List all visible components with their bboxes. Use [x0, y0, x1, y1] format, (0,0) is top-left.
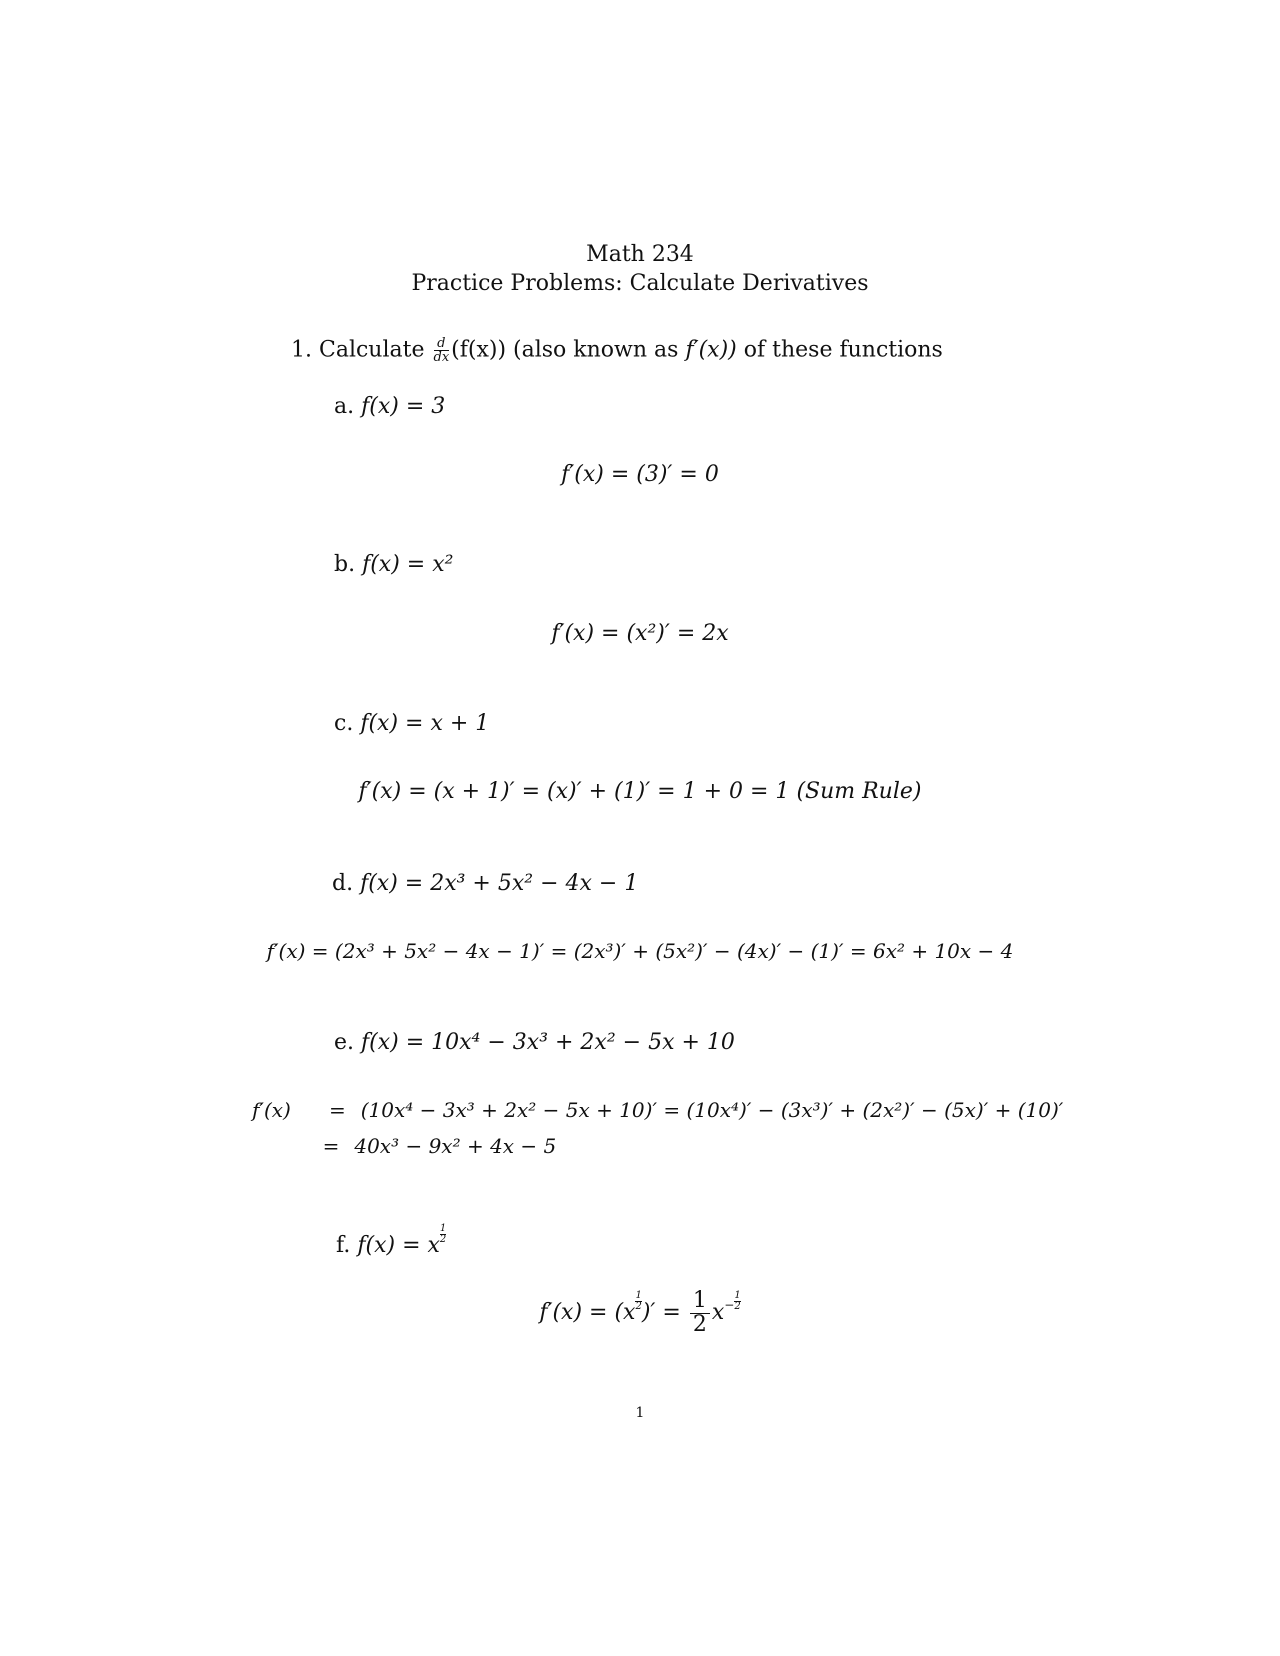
- exponent-fraction: $\frac{1}{2}$: [734, 1290, 741, 1312]
- solution-lhs: f′(x): [252, 1098, 291, 1122]
- part-e-function: [334, 1030, 735, 1055]
- part-a-function: [334, 394, 445, 419]
- solution-lhs: f′(x) = (x: [539, 1300, 636, 1325]
- prompt-mid: (f(x)) (also known as: [451, 337, 679, 363]
- function-expression: f(x) = 10x⁴ − 3x³ + 2x² − 5x + 10: [361, 1030, 735, 1055]
- solution-mid: )′ =: [641, 1300, 681, 1325]
- part-label: c.: [334, 711, 354, 736]
- part-label: e.: [334, 1030, 355, 1055]
- part-e-solution-line-1: [252, 1098, 1063, 1122]
- prompt-post: of these functions: [743, 337, 943, 363]
- solution-expression: f′(x) = (x²)′ = 2x: [551, 621, 729, 646]
- solution-expression: f′(x) = (x + 1)′ = (x)′ + (1)′ = 1 + 0 = 1: [358, 779, 790, 804]
- rule-note: (Sum Rule): [796, 779, 922, 804]
- solution-expression: (10x⁴ − 3x³ + 2x² − 5x + 10)′ = (10x⁴)′ − (3x³)′ + (2x²)′ − (5x)′ + (10)′: [360, 1098, 1064, 1122]
- function-expression: f(x) = 3: [361, 394, 446, 419]
- exponent-fraction: $\frac{1}{2}$: [635, 1290, 642, 1312]
- problem-prompt: [291, 337, 943, 364]
- part-d-function: [332, 871, 638, 896]
- part-b-function: [334, 552, 453, 577]
- part-e-solution-line-2: [314, 1134, 556, 1158]
- variable: x: [711, 1300, 725, 1325]
- part-c-solution: [0, 779, 1280, 804]
- part-label: f.: [336, 1233, 351, 1258]
- function-expression: f(x) = x²: [362, 552, 454, 577]
- derivative-operator: $\frac{d}{dx}$: [433, 336, 450, 365]
- exponent-fraction: $\frac{1}{2}$: [439, 1223, 447, 1245]
- prompt-fprime: f′(x)): [685, 337, 737, 363]
- prompt-pre: Calculate: [319, 337, 425, 363]
- course-title: Math 234: [586, 242, 694, 267]
- solution-expression: 40x³ − 9x² + 4x − 5: [354, 1134, 557, 1158]
- equals-sign: =: [322, 1134, 340, 1158]
- part-f-solution: [0, 1290, 1280, 1336]
- part-d-solution: [0, 939, 1280, 963]
- coefficient-fraction: $\frac{1}{2}$: [690, 1290, 710, 1336]
- part-a-solution: [0, 462, 1280, 487]
- part-c-function: [334, 711, 489, 736]
- page-number: 1: [635, 1405, 645, 1421]
- function-expression: f(x) = x + 1: [360, 711, 490, 736]
- part-f-function: [336, 1224, 446, 1258]
- solution-expression: f′(x) = (2x³ + 5x² − 4x − 1)′ = (2x³)′ + (5x²)′ − (4x)′ − (1)′ = 6x² + 10x − 4: [266, 939, 1014, 963]
- problem-number: 1.: [291, 337, 312, 363]
- equals-sign: =: [328, 1098, 346, 1122]
- negative-sign: −: [724, 1298, 735, 1312]
- function-expression: f(x) = 2x³ + 5x² − 4x − 1: [360, 871, 639, 896]
- part-b-solution: [0, 621, 1280, 646]
- function-expression: f(x) = x: [357, 1233, 440, 1258]
- part-label: d.: [332, 871, 354, 896]
- solution-expression: f′(x) = (3)′ = 0: [561, 462, 719, 487]
- part-label: a.: [334, 394, 355, 419]
- document-subtitle: Practice Problems: Calculate Derivatives: [411, 271, 869, 296]
- part-label: b.: [334, 552, 356, 577]
